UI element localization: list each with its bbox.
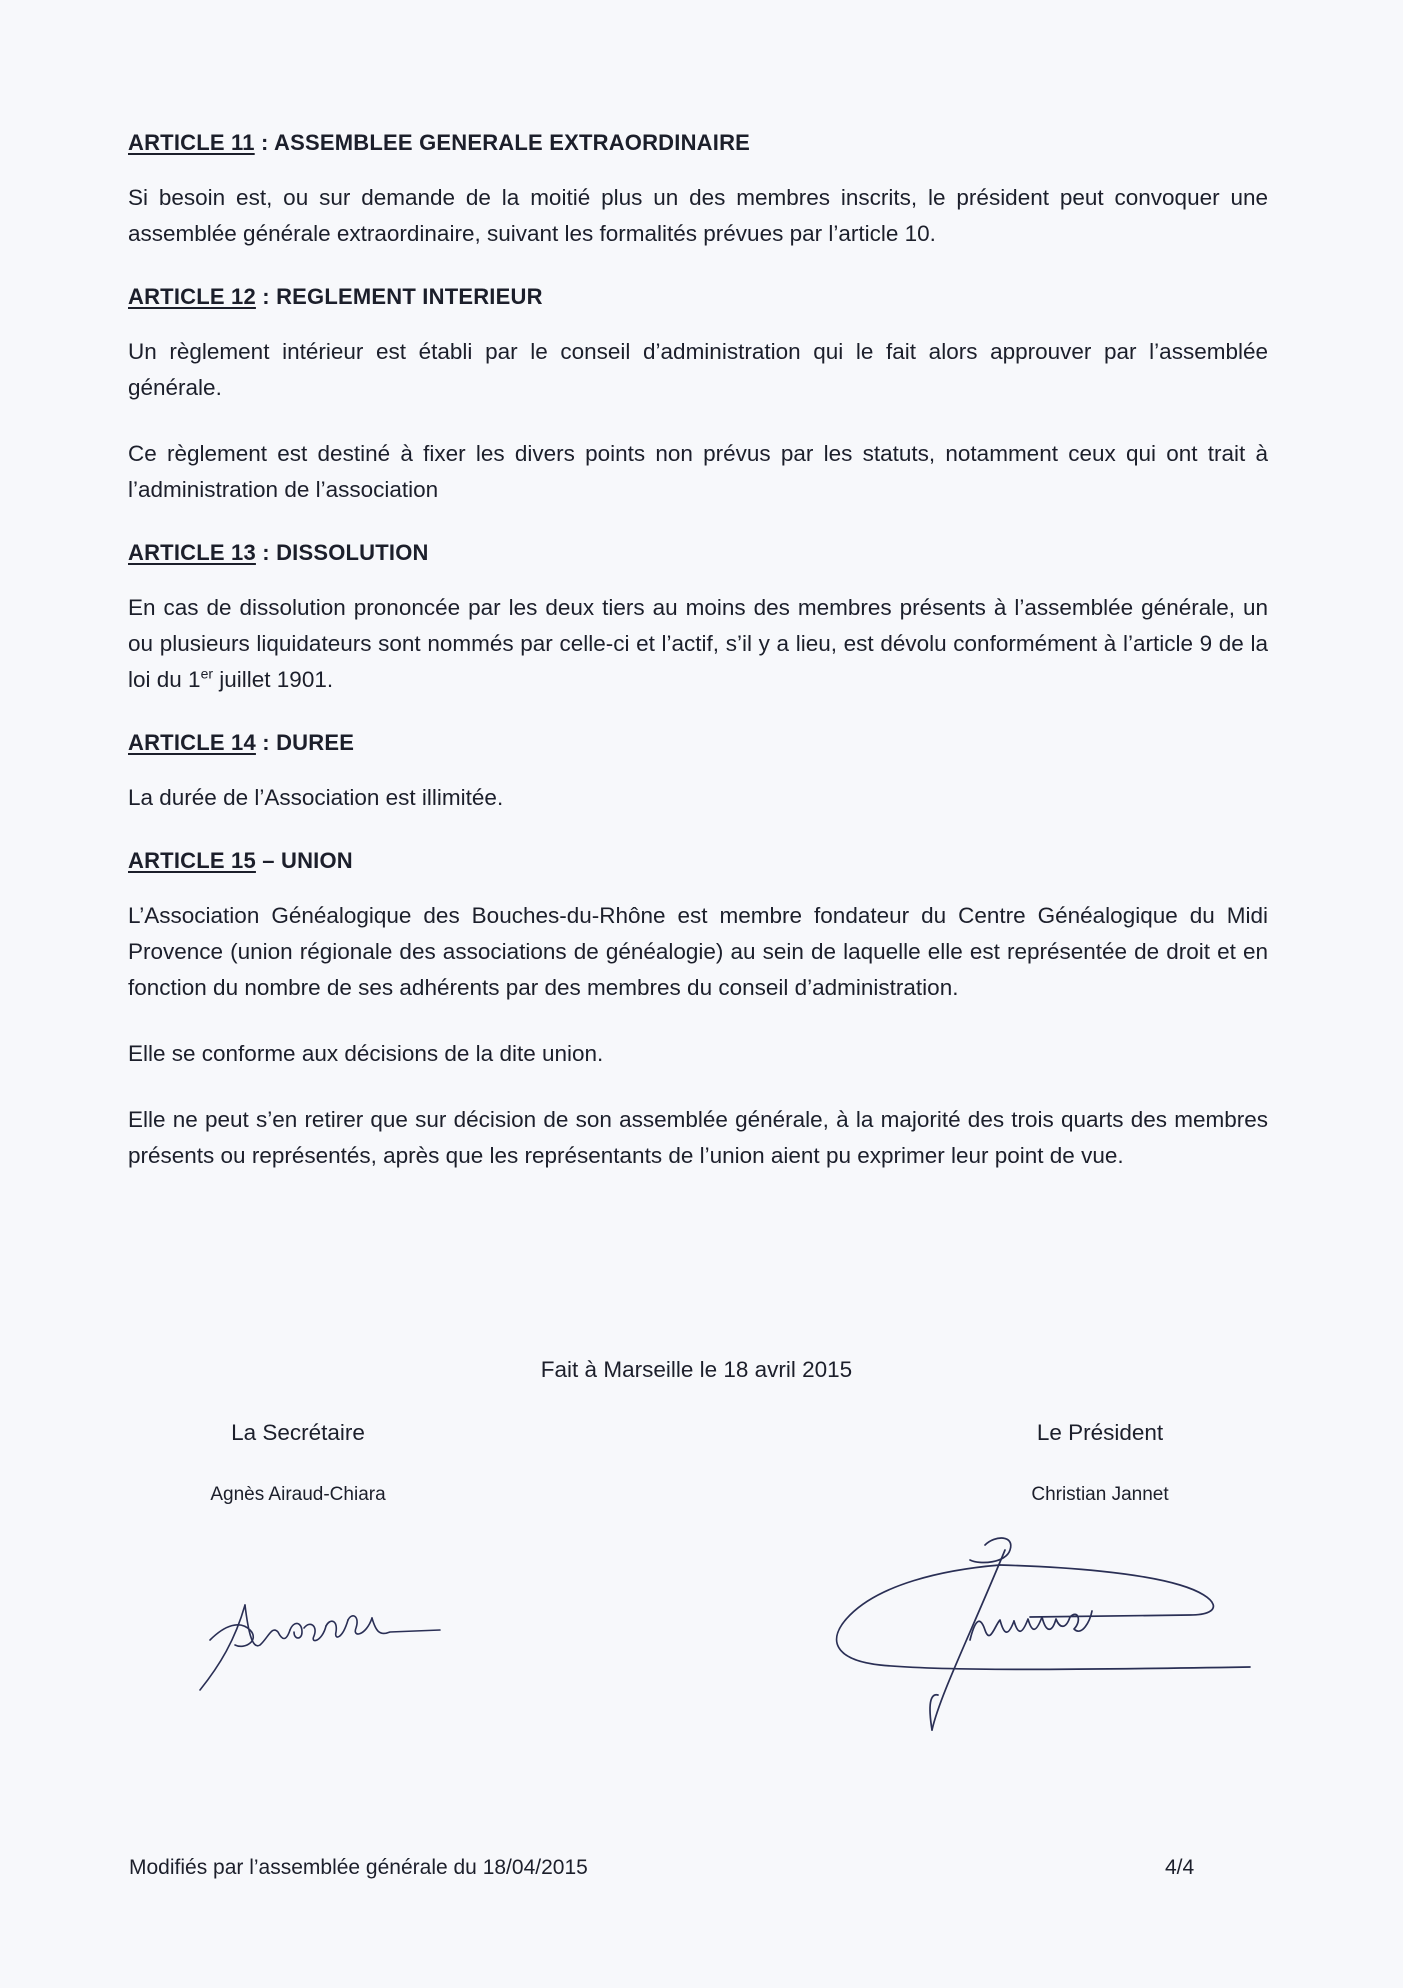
place-date: [0, 1353, 1403, 1387]
article-number: ARTICLE 13: [128, 540, 256, 565]
article-paragraph: L’Association Généalogique des Bouches-du-Rhône est membre fondateur du Centre Généalogique du Midi Provence (union régionale des associations de généalogie) au sein de laquelle elle est représentée de droit et en fonction du nombre de ses adhérents par des membres du conseil d’administration.: [128, 903, 1268, 1000]
article-separator: :: [255, 730, 277, 755]
article-paragraph: [128, 590, 1268, 698]
article-number: ARTICLE 14: [128, 730, 256, 755]
article-13-heading: [128, 538, 1268, 568]
article-13: [128, 538, 1268, 698]
secretary-role: La Secrétaire: [231, 1420, 365, 1445]
article-paragraph: Elle se conforme aux décisions de la dite union.: [128, 1041, 604, 1066]
article-paragraph: Un règlement intérieur est établi par le conseil d’administration qui le fait alors approuver par l’assemblée générale.: [128, 339, 1268, 400]
superscript-er: er: [200, 665, 214, 682]
article-number: ARTICLE 15: [128, 848, 256, 873]
article-title: DUREE: [276, 730, 355, 755]
article-paragraph: La durée de l’Association est illimitée.: [128, 785, 504, 810]
article-14: [128, 728, 1268, 816]
article-title: UNION: [280, 848, 353, 873]
article-paragraph: Si besoin est, ou sur demande de la moitié plus un des membres inscrits, le président peut convoquer une assemblée générale extraordinaire, suivant les formalités prévues par l’article 10.: [128, 185, 1268, 246]
article-15: [128, 846, 1268, 1174]
article-12-heading: [128, 282, 1268, 312]
article-paragraph: Ce règlement est destiné à fixer les divers points non prévus par les statuts, notamment ceux qui ont trait à l’administration de l’association: [128, 441, 1268, 502]
article-14-heading: [128, 728, 1268, 758]
secretary-name: Agnès Airaud-Chiara: [210, 1484, 386, 1505]
article-separator: –: [255, 848, 281, 873]
paragraph-text-end: juillet 1901.: [213, 667, 334, 692]
president-role: Le Président: [1036, 1420, 1164, 1445]
article-separator: :: [255, 284, 277, 309]
footer-note: Modifiés par l’assemblée générale du 18/04/2015: [129, 1856, 588, 1879]
article-paragraph: Elle ne peut s’en retirer que sur décision de son assemblée générale, à la majorité des trois quarts des membres présents ou représentés, après que les représentants de l’union aient pu exprimer leur point de vue.: [128, 1107, 1268, 1168]
secretary-signature: [190, 1570, 450, 1700]
article-number: ARTICLE 11: [128, 130, 255, 155]
article-11: [128, 128, 1268, 252]
article-title: ASSEMBLEE GENERALE EXTRAORDINAIRE: [274, 130, 751, 155]
paragraph-text: En cas de dissolution prononcée par les deux tiers au moins des membres présents à l’assemblée générale, un ou plusieurs liquidateurs sont nommés par celle-ci et l’actif, s’il y a lieu, est dévolu conformément à l’article 9 de la loi du 1: [128, 595, 1268, 692]
article-separator: :: [255, 540, 277, 565]
article-separator: :: [254, 130, 275, 155]
document-body: [128, 128, 1268, 1200]
place-date-text: Fait à Marseille le 18 avril 2015: [540, 1357, 853, 1382]
president-signature: [820, 1525, 1260, 1735]
president-name: Christian Jannet: [1031, 1484, 1169, 1505]
page-number: 4/4: [1165, 1856, 1195, 1879]
article-title: REGLEMENT INTERIEUR: [276, 284, 543, 309]
article-title: DISSOLUTION: [276, 540, 429, 565]
article-12: [128, 282, 1268, 508]
article-15-heading: [128, 846, 1268, 876]
article-11-heading: [128, 128, 1268, 158]
article-number: ARTICLE 12: [128, 284, 256, 309]
